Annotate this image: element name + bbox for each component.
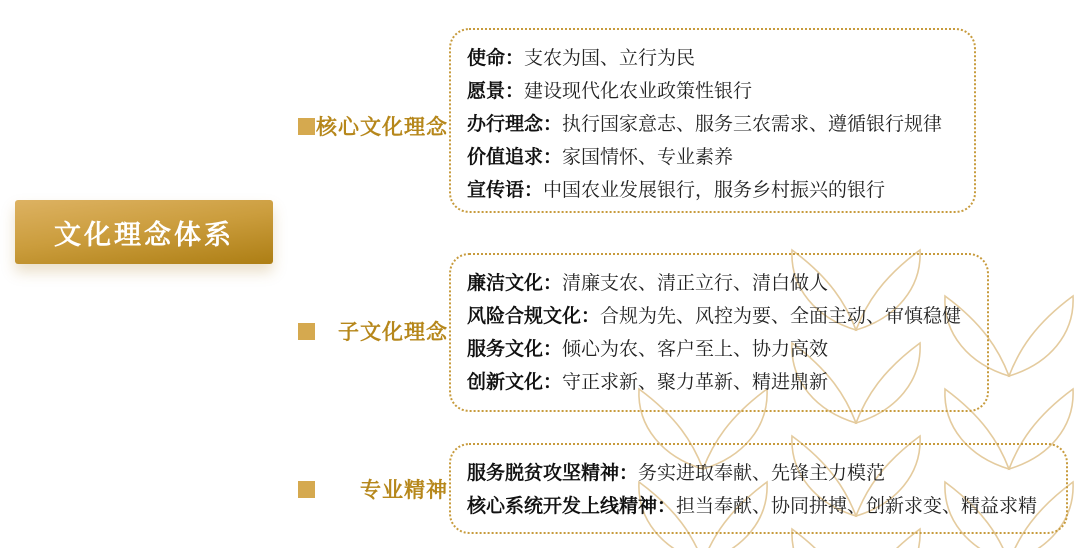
square-bullet-icon	[298, 118, 315, 135]
line-term: 核心系统开发上线精神：	[467, 496, 677, 517]
culture-line	[467, 331, 987, 364]
section-label-text: 子文化理念	[338, 321, 448, 344]
line-value: 家国情怀、专业素养	[562, 147, 734, 168]
line-term: 服务文化：	[467, 339, 563, 360]
culture-line	[467, 265, 987, 298]
line-term: 创新文化：	[467, 372, 563, 393]
culture-line	[467, 488, 1066, 521]
culture-line	[467, 364, 987, 397]
culture-line	[467, 298, 987, 331]
section-box-core	[449, 28, 976, 213]
line-value: 倾心为农、客户至上、协力高效	[562, 339, 829, 360]
line-value: 中国农业发展银行，服务乡村振兴的银行	[543, 180, 886, 201]
line-term: 价值追求：	[467, 147, 563, 168]
line-value: 合规为先、风控为要、全面主动、审慎稳健	[600, 306, 962, 327]
line-term: 使命：	[467, 48, 525, 69]
line-value: 担当奉献、协同拼搏、创新求变、精益求精	[676, 496, 1038, 517]
line-term: 愿景：	[467, 81, 525, 102]
line-term: 宣传语：	[467, 180, 544, 201]
square-bullet-icon	[298, 481, 315, 498]
line-value: 建设现代化农业政策性银行	[524, 81, 753, 102]
section-label-spirit	[298, 476, 448, 502]
culture-line	[467, 40, 974, 73]
section-box-sub	[449, 253, 989, 412]
page-title: 文化理念体系	[15, 200, 273, 264]
culture-line	[467, 172, 974, 205]
section-label-sub	[298, 318, 448, 344]
culture-line	[467, 455, 1066, 488]
culture-line	[467, 73, 974, 106]
line-term: 风险合规文化：	[467, 306, 601, 327]
line-term: 廉洁文化：	[467, 273, 563, 294]
section-box-spirit	[449, 443, 1068, 534]
section-label-text: 专业精神	[360, 479, 448, 502]
square-bullet-icon	[298, 323, 315, 340]
line-term: 服务脱贫攻坚精神：	[467, 463, 639, 484]
section-label-text: 核心文化理念	[316, 116, 448, 139]
line-value: 务实进取奉献、先锋主力模范	[638, 463, 886, 484]
line-value: 执行国家意志、服务三农需求、遵循银行规律	[562, 114, 943, 135]
line-value: 守正求新、聚力革新、精进鼎新	[562, 372, 829, 393]
culture-line	[467, 106, 974, 139]
line-value: 支农为国、立行为民	[524, 48, 696, 69]
line-value: 清廉支农、清正立行、清白做人	[562, 273, 829, 294]
section-label-core	[298, 113, 448, 139]
culture-line	[467, 139, 974, 172]
line-term: 办行理念：	[467, 114, 563, 135]
